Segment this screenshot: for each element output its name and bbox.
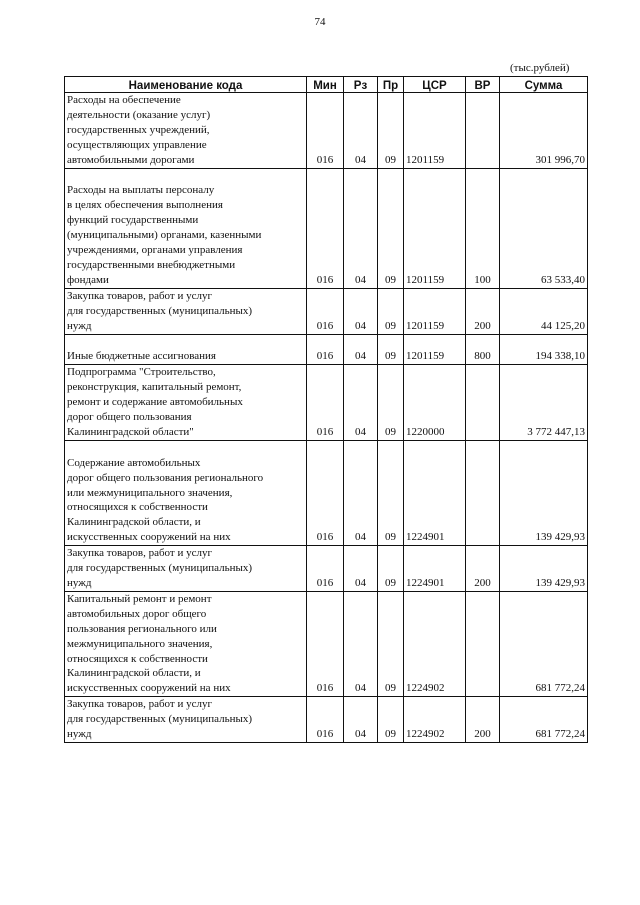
row-vr xyxy=(466,591,500,696)
row-rz: 04 xyxy=(344,697,378,743)
row-csr: 1220000 xyxy=(404,365,466,441)
row-csr: 1224901 xyxy=(404,440,466,545)
row-sum: 681 772,24 xyxy=(500,591,588,696)
row-csr: 1201159 xyxy=(404,288,466,334)
row-sum: 3 772 447,13 xyxy=(500,365,588,441)
unit-note: (тыс.рублей) xyxy=(510,62,570,74)
table-row xyxy=(65,591,588,696)
row-pr: 09 xyxy=(378,288,404,334)
row-name: Закупка товаров, работ и услуг для государственных (муниципальных) нужд xyxy=(65,288,307,334)
table-row xyxy=(65,168,588,288)
row-min: 016 xyxy=(307,334,344,365)
row-name: Иные бюджетные ассигнования xyxy=(65,334,307,365)
row-pr: 09 xyxy=(378,168,404,288)
row-pr: 09 xyxy=(378,697,404,743)
table-row xyxy=(65,334,588,365)
row-min: 016 xyxy=(307,168,344,288)
row-min: 016 xyxy=(307,93,344,169)
row-vr xyxy=(466,93,500,169)
row-csr: 1224901 xyxy=(404,546,466,592)
table-row xyxy=(65,697,588,743)
row-sum: 139 429,93 xyxy=(500,546,588,592)
header-sum: Сумма xyxy=(500,77,588,93)
table-row xyxy=(65,365,588,441)
row-rz: 04 xyxy=(344,440,378,545)
row-min: 016 xyxy=(307,365,344,441)
row-name: Подпрограмма "Строительство, реконструкция, капитальный ремонт, ремонт и содержание автомобильных дорог общего пользования Калининградской области" xyxy=(65,365,307,441)
row-sum: 139 429,93 xyxy=(500,440,588,545)
row-name: Содержание автомобильных дорог общего пользования регионального или межмуниципального значения, относящихся к собственности Калининградской области, и искусственных сооружений на них xyxy=(65,440,307,545)
row-min: 016 xyxy=(307,591,344,696)
row-sum: 194 338,10 xyxy=(500,334,588,365)
row-pr: 09 xyxy=(378,93,404,169)
row-min: 016 xyxy=(307,288,344,334)
row-vr xyxy=(466,365,500,441)
row-sum: 44 125,20 xyxy=(500,288,588,334)
row-rz: 04 xyxy=(344,168,378,288)
row-rz: 04 xyxy=(344,591,378,696)
row-rz: 04 xyxy=(344,288,378,334)
row-vr: 200 xyxy=(466,697,500,743)
page-number: 74 xyxy=(314,16,326,28)
row-rz: 04 xyxy=(344,546,378,592)
budget-table xyxy=(64,76,588,743)
table-row xyxy=(65,440,588,545)
row-min: 016 xyxy=(307,546,344,592)
table-row xyxy=(65,93,588,169)
row-sum: 63 533,40 xyxy=(500,168,588,288)
row-pr: 09 xyxy=(378,365,404,441)
row-vr: 200 xyxy=(466,546,500,592)
header-rz: Рз xyxy=(344,77,378,93)
row-pr: 09 xyxy=(378,546,404,592)
row-pr: 09 xyxy=(378,440,404,545)
row-name: Расходы на выплаты персоналу в целях обеспечения выполнения функций государственными (муниципальными) органами, казенными учреждениями, органами управления государственными внебюджетными фондами xyxy=(65,168,307,288)
row-vr: 200 xyxy=(466,288,500,334)
header-min: Мин xyxy=(307,77,344,93)
row-pr: 09 xyxy=(378,591,404,696)
row-min: 016 xyxy=(307,697,344,743)
row-pr: 09 xyxy=(378,334,404,365)
row-name: Расходы на обеспечение деятельности (оказание услуг) государственных учреждений, осуществляющих управление автомобильными дорогами xyxy=(65,93,307,169)
row-sum: 301 996,70 xyxy=(500,93,588,169)
row-csr: 1201159 xyxy=(404,168,466,288)
row-csr: 1201159 xyxy=(404,93,466,169)
row-csr: 1201159 xyxy=(404,334,466,365)
row-rz: 04 xyxy=(344,334,378,365)
row-sum: 681 772,24 xyxy=(500,697,588,743)
row-vr: 100 xyxy=(466,168,500,288)
row-rz: 04 xyxy=(344,365,378,441)
row-min: 016 xyxy=(307,440,344,545)
table-row xyxy=(65,288,588,334)
row-csr: 1224902 xyxy=(404,697,466,743)
row-name: Закупка товаров, работ и услуг для государственных (муниципальных) нужд xyxy=(65,697,307,743)
row-csr: 1224902 xyxy=(404,591,466,696)
row-vr xyxy=(466,440,500,545)
row-rz: 04 xyxy=(344,93,378,169)
row-name: Капитальный ремонт и ремонт автомобильных дорог общего пользования регионального или межмуниципального значения, относящихся к собственности Калининградской области, и искусственных сооружений на них xyxy=(65,591,307,696)
header-name: Наименование кода xyxy=(65,77,307,93)
table-header-row xyxy=(65,77,588,93)
row-vr: 800 xyxy=(466,334,500,365)
table-row xyxy=(65,546,588,592)
header-csr: ЦСР xyxy=(404,77,466,93)
header-pr: Пр xyxy=(378,77,404,93)
row-name: Закупка товаров, работ и услуг для государственных (муниципальных) нужд xyxy=(65,546,307,592)
header-vr: ВР xyxy=(466,77,500,93)
